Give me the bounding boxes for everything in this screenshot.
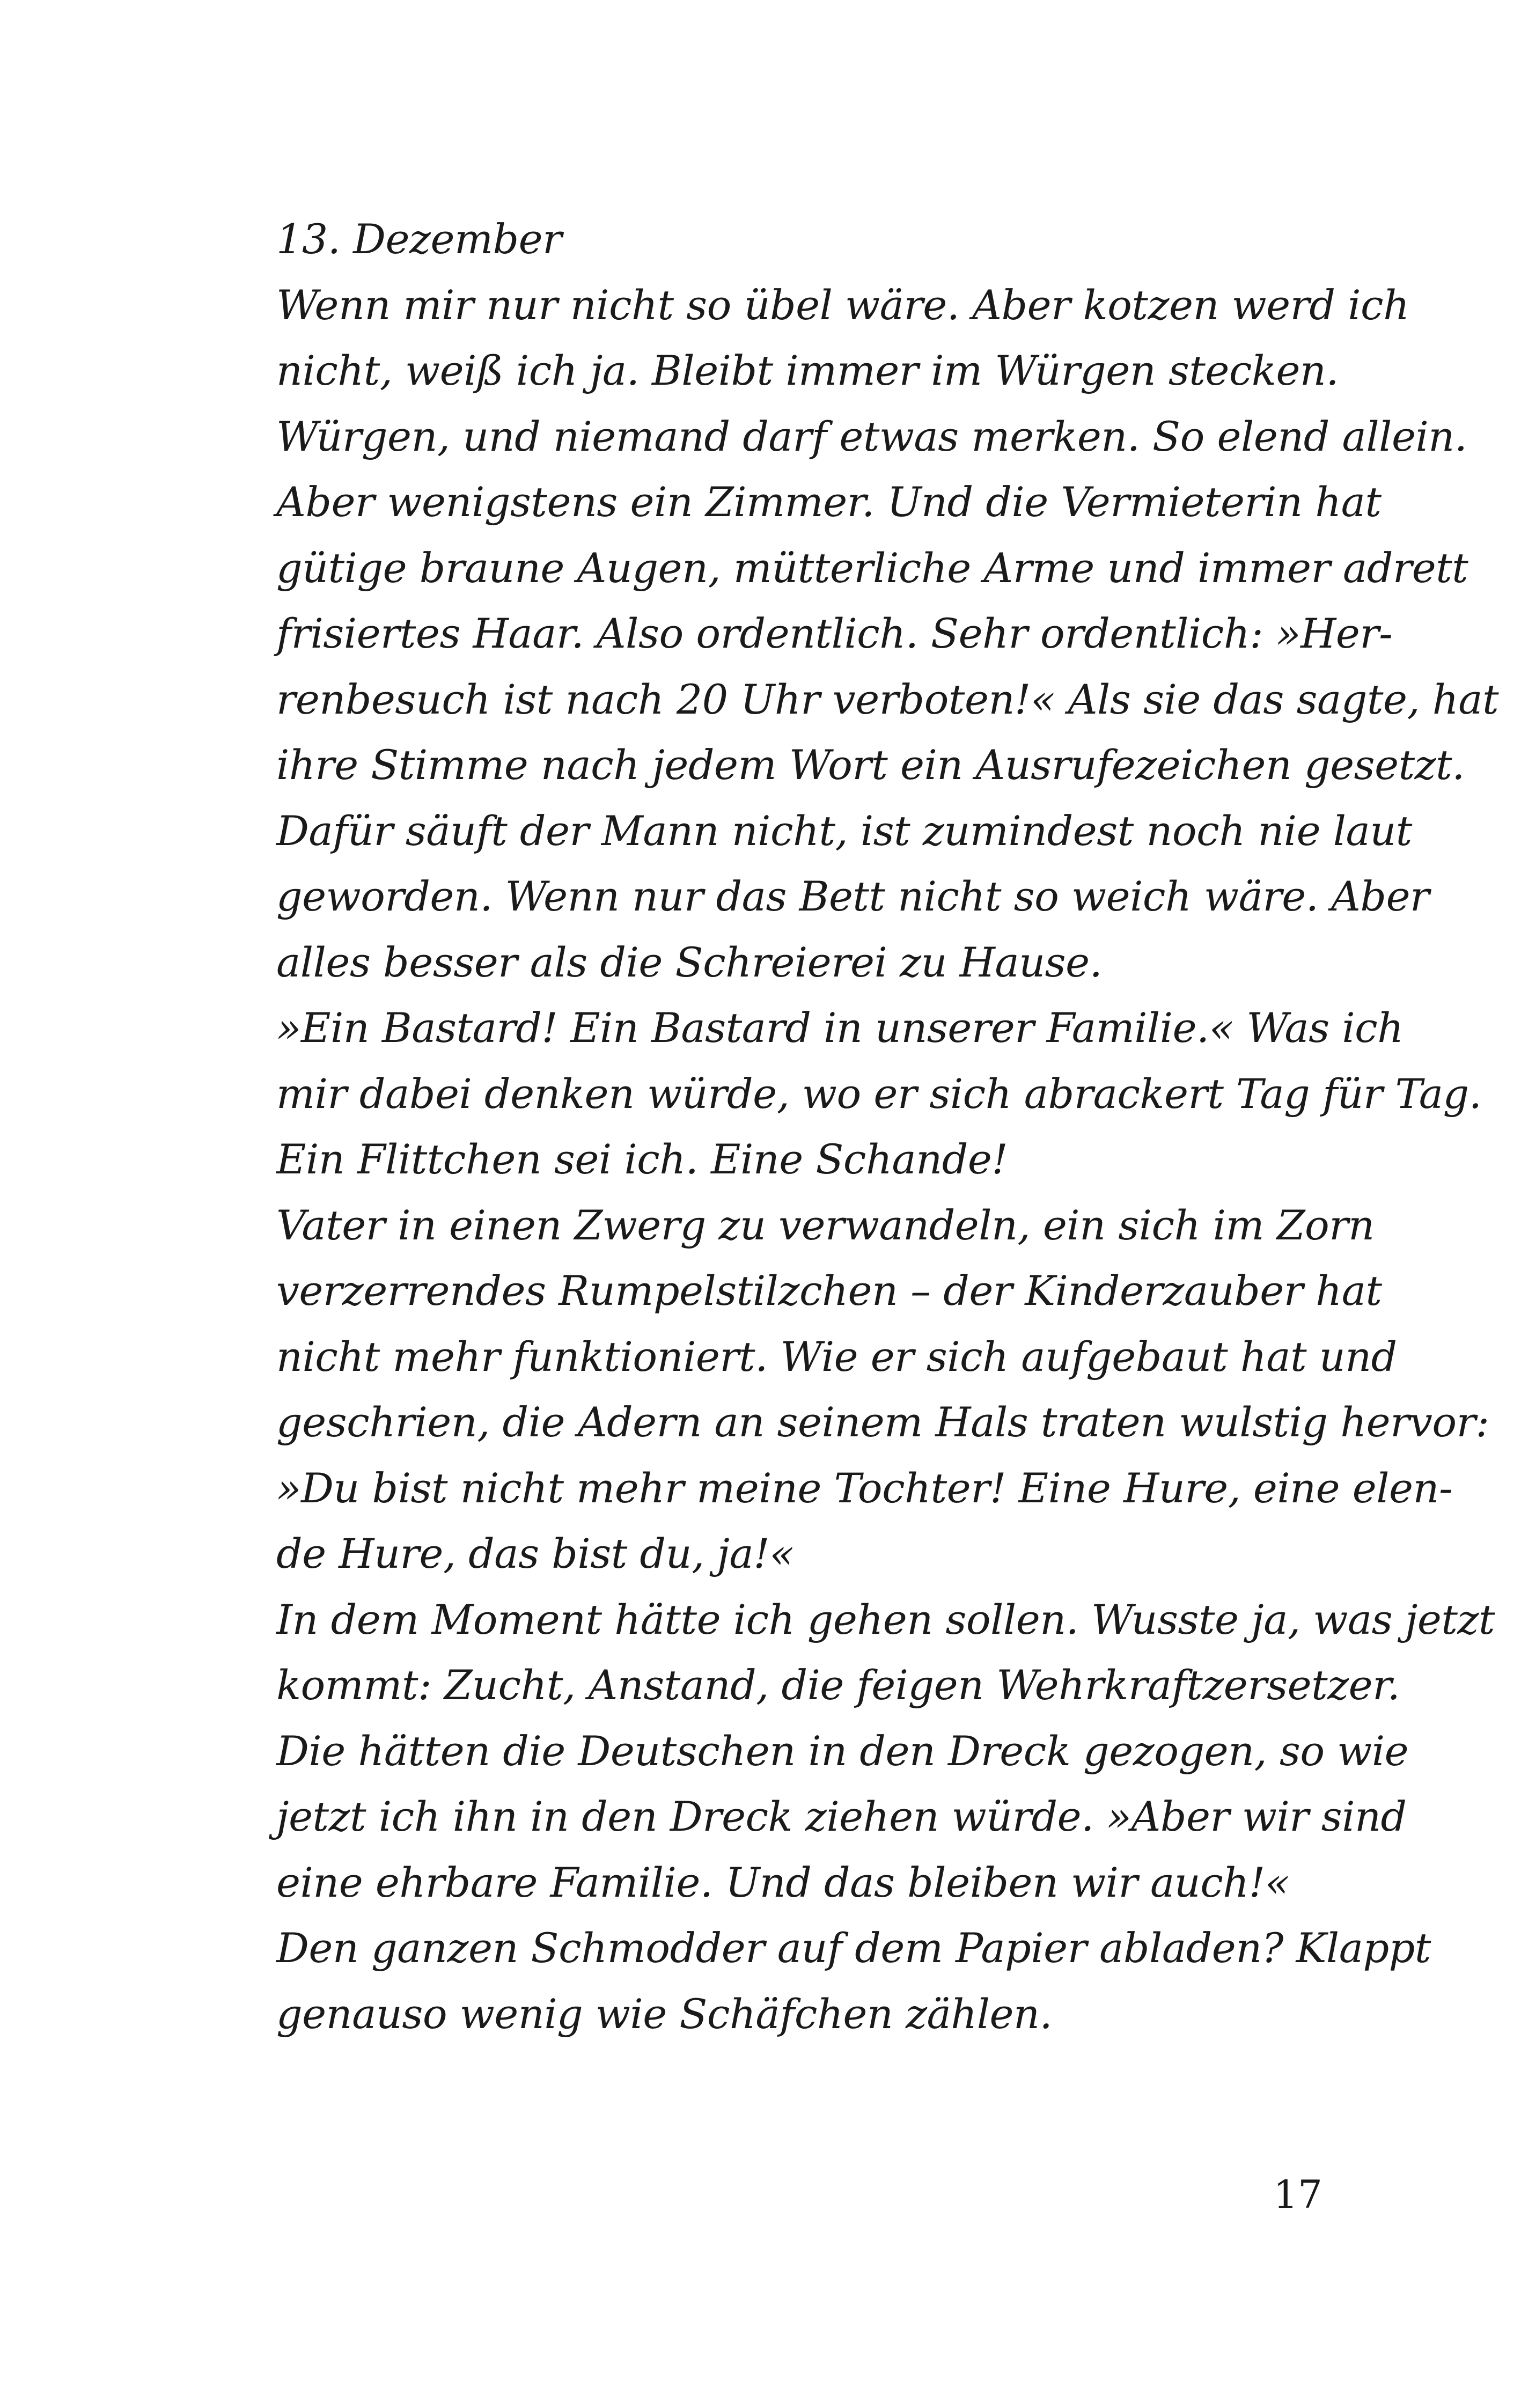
diary-text: [276, 207, 1499, 2047]
text-line: geschrien, die Adern an seinem Hals traten wulstig hervor:: [276, 1398, 1489, 1446]
text-line: nicht, weiß ich ja. Bleibt immer im Würgen stecken.: [276, 347, 1339, 394]
text-line: genauso wenig wie Schäfchen zählen.: [276, 1989, 1053, 2038]
page-number: 17: [1273, 2172, 1322, 2217]
diary-date-heading: 13. Dezember: [276, 215, 562, 263]
text-line: Ein Flittchen sei ich. Eine Schande!: [276, 1135, 1008, 1183]
text-line: Wenn mir nur nicht so übel wäre. Aber kotzen werd ich: [276, 281, 1409, 329]
text-line: ihre Stimme nach jedem Wort ein Ausrufezeichen gesetzt.: [276, 741, 1465, 789]
text-line: frisiertes Haar. Also ordentlich. Sehr ordentlich: »Her-: [276, 610, 1393, 657]
text-line: de Hure, das bist du, ja!«: [276, 1530, 795, 1577]
text-line: renbesuch ist nach 20 Uhr verboten!« Als sie das sagte, hat: [276, 675, 1499, 723]
text-line: verzerrendes Rumpelstilzchen – der Kinderzauber hat: [276, 1267, 1382, 1315]
text-line: In dem Moment hätte ich gehen sollen. Wusste ja, was jetzt: [276, 1595, 1495, 1643]
text-line: Aber wenigstens ein Zimmer. Und die Vermieterin hat: [276, 478, 1382, 526]
text-line: Die hätten die Deutschen in den Dreck gezogen, so wie: [276, 1727, 1409, 1775]
text-line: eine ehrbare Familie. Und das bleiben wir auch!«: [276, 1858, 1290, 1906]
text-line: gütige braune Augen, mütterliche Arme und immer adrett: [276, 544, 1468, 592]
text-line: jetzt ich ihn in den Dreck ziehen würde. »Aber wir sind: [276, 1793, 1407, 1840]
text-line: Dafür säuft der Mann nicht, ist zumindest noch nie laut: [276, 806, 1412, 855]
text-line: kommt: Zucht, Anstand, die feigen Wehrkraftzersetzer.: [276, 1661, 1400, 1709]
text-line: »Ein Bastard! Ein Bastard in unserer Familie.« Was ich: [276, 1004, 1404, 1052]
text-line: Vater in einen Zwerg zu verwandeln, ein sich im Zorn: [276, 1201, 1375, 1249]
text-line: nicht mehr funktioniert. Wie er sich aufgebaut hat und: [276, 1332, 1397, 1381]
text-line: »Du bist nicht mehr meine Tochter! Eine Hure, eine elen-: [276, 1464, 1453, 1512]
text-line: Würgen, und niemand darf etwas merken. So elend allein.: [276, 412, 1467, 460]
text-line: Den ganzen Schmodder auf dem Papier abladen? Klappt: [276, 1924, 1431, 1972]
text-line: alles besser als die Schreierei zu Hause.: [276, 938, 1103, 986]
text-line: mir dabei denken würde, wo er sich abrackert Tag für Tag.: [276, 1069, 1482, 1118]
text-line: geworden. Wenn nur das Bett nicht so weich wäre. Aber: [276, 872, 1429, 920]
